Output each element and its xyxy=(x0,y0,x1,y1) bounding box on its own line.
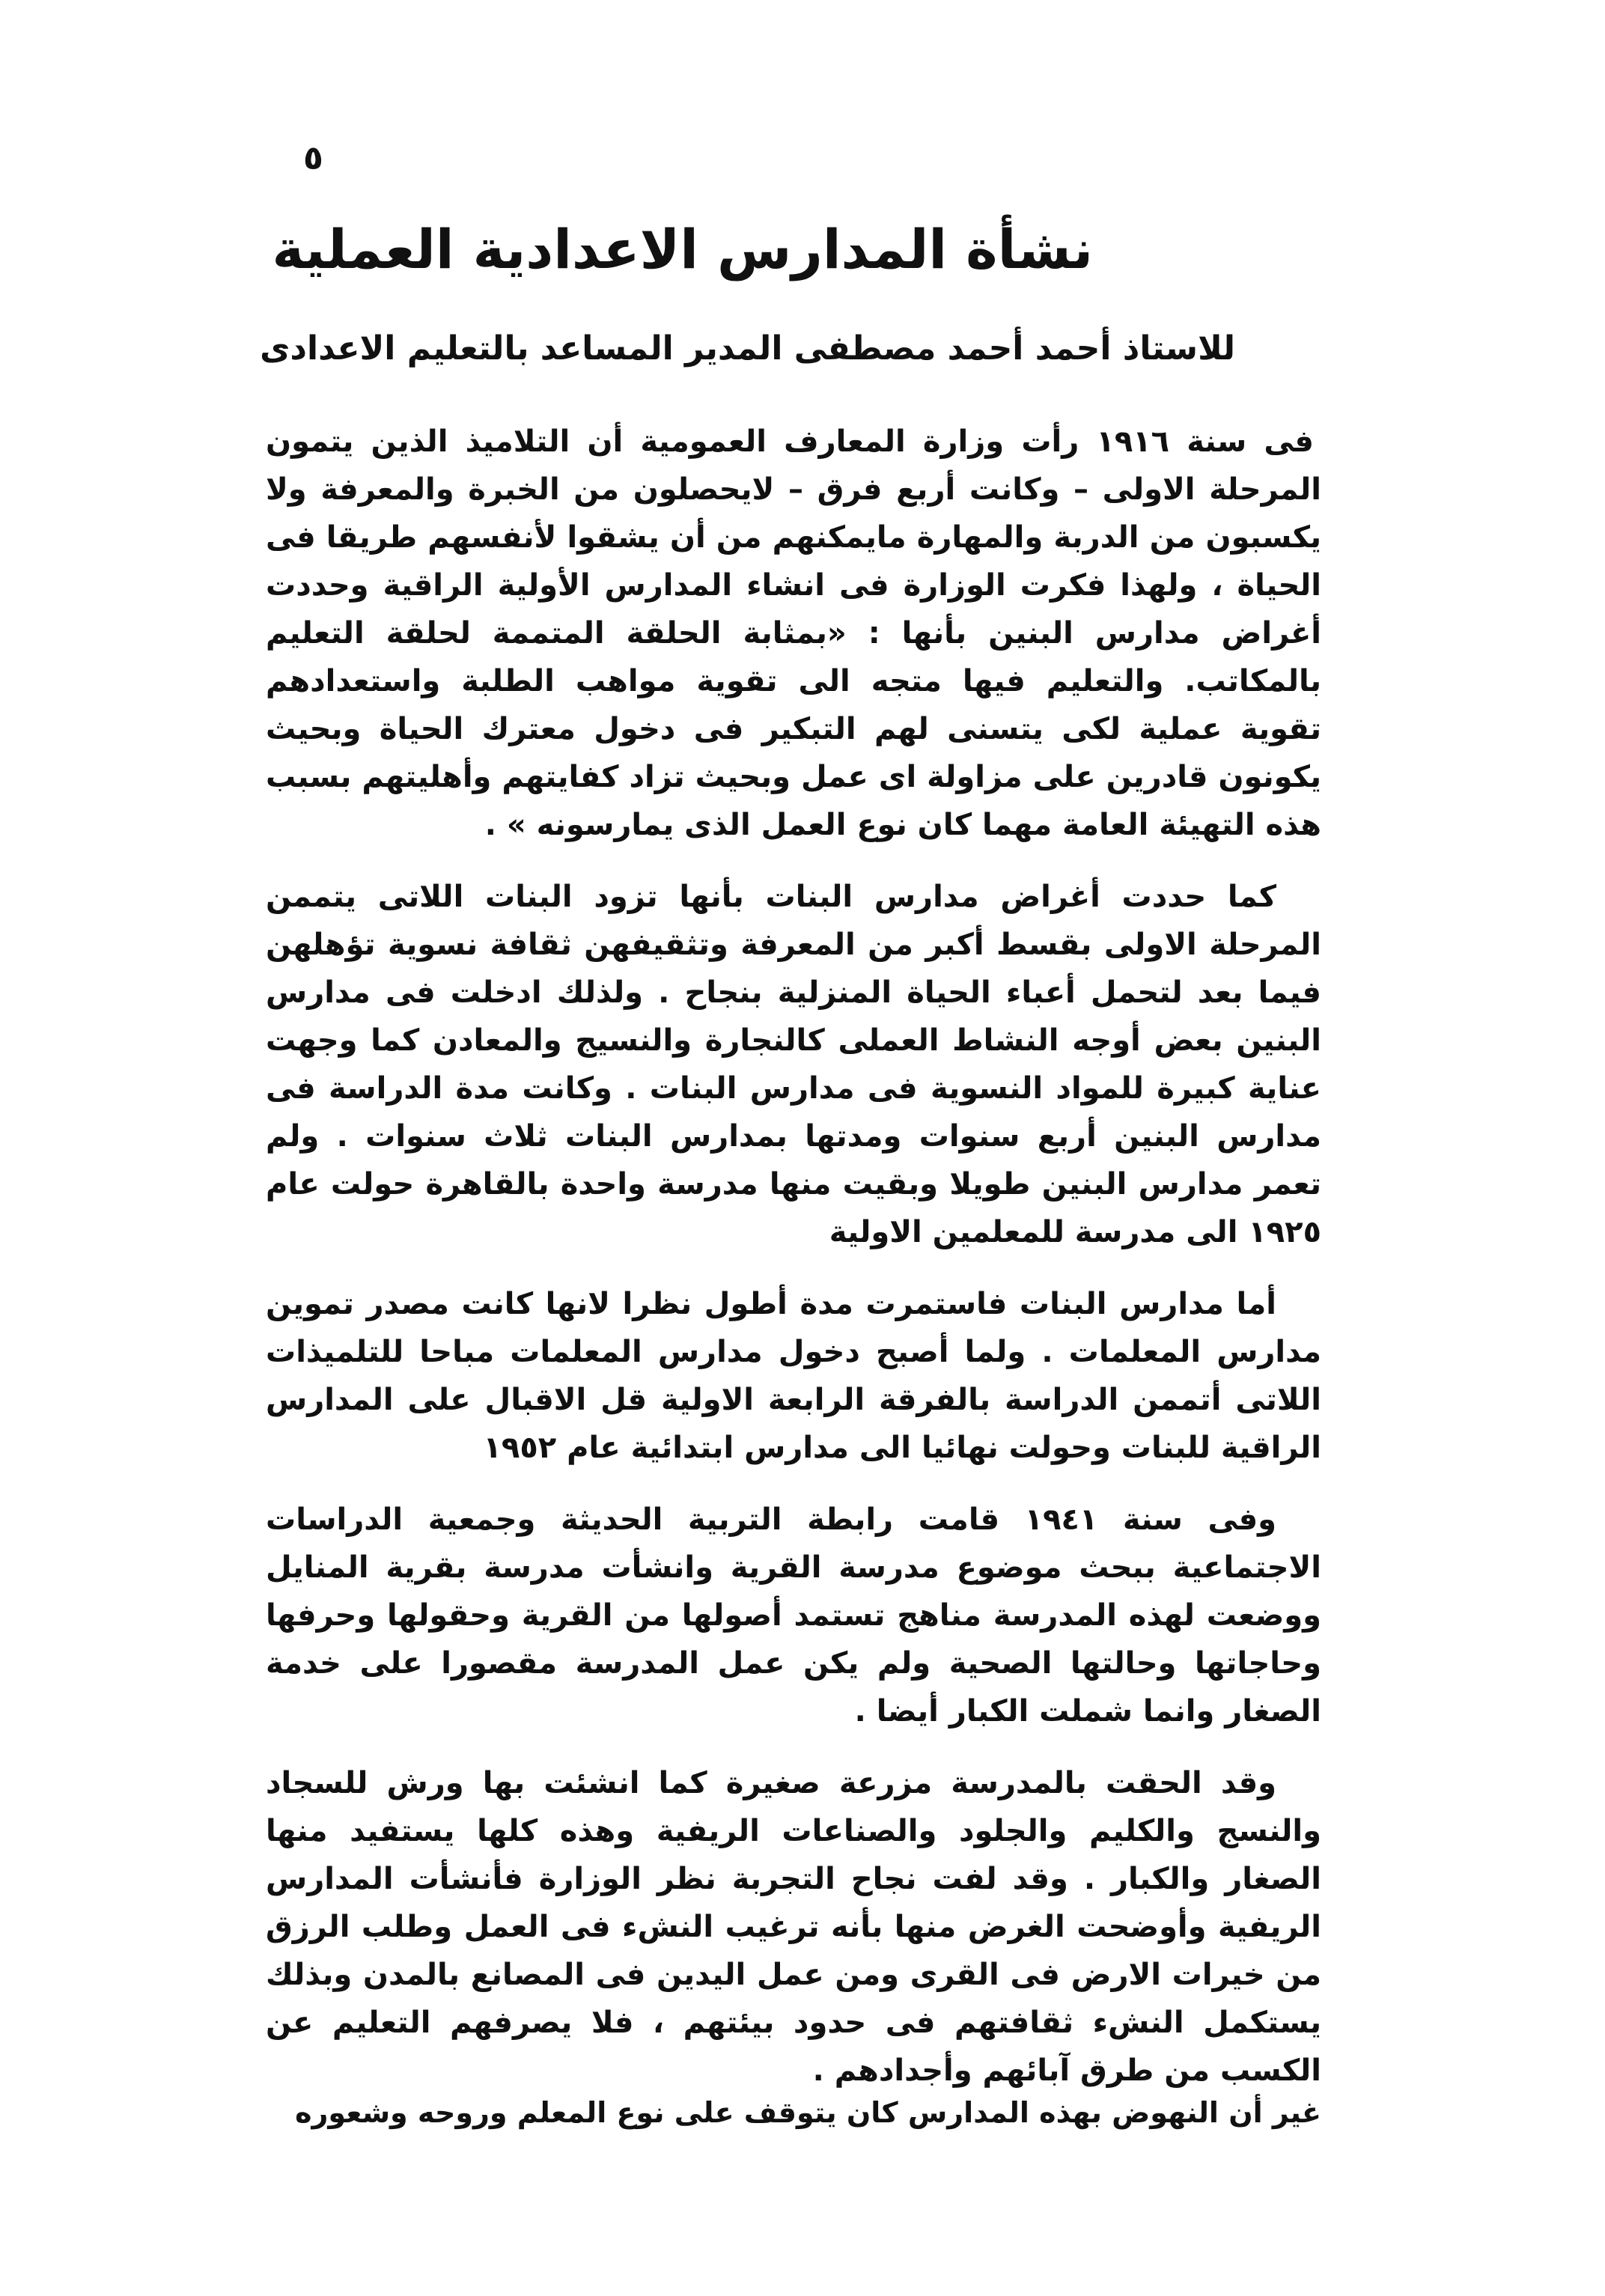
paragraph-2: كما حددت أغراض مدارس البنات بأنها تزود البنات اللاتى يتممن المرحلة الاولى بقسط أكبر من المعرفة وتثقيفهن ثقافة نسوية تؤهلهن فيما بعد لتحمل أعباء الحياة المنزلية بنجاح . ولذلك ادخلت فى مدارس البنين بعض أوجه النشاط العملى كالنجارة والنسيج والمعادن كما وجهت عناية كبيرة للمواد النسوية فى مدارس البنات . وكانت مدة الدراسة فى مدارس البنين أربع سنوات ومدتها بمدارس البنات ثلاث سنوات . ولم تعمر مدارس البنين طويلا وبقيت منها مدرسة واحدة بالقاهرة حولت عام ١٩٢٥ الى مدرسة للمعلمين الاولية xyxy=(266,880,1321,1249)
article-title: نشأة المدارس الاعدادية العملية xyxy=(272,218,1093,281)
author-line: للاستاذ أحمد أحمد مصطفى المدير المساعد بالتعليم الاعدادى xyxy=(260,329,1235,368)
paragraph-5: وقد الحقت بالمدرسة مزرعة صغيرة كما انشئت بها ورش للسجاد والنسج والكليم والجلود والصناعات الريفية وهذه كلها يستفيد منها الصغار والكبار . وقد لفت نجاح التجربة نظر الوزارة فأنشأت المدارس الريفية وأوضحت الغرض منها بأنه ترغيب النشء فى العمل وطلب الرزق من خيرات الارض فى القرى ومن عمل اليدين فى المصانع بالمدن وبذلك يستكمل النشء ثقافتهم فى حدود بيئتهم ، فلا يصرفهم التعليم عن الكسب من طرق آبائهم وأجدادهم . xyxy=(266,1766,1321,2088)
paragraph-3: أما مدارس البنات فاستمرت مدة أطول نظرا لانها كانت مصدر تموين مدارس المعلمات . ولما أصبح دخول مدارس المعلمات مباحا للتلميذات اللاتى أتممن الدراسة بالفرقة الرابعة الاولية قل الاقبال على المدارس الراقية للبنات وحولت نهائيا الى مدارس ابتدائية عام ١٩٥٢ xyxy=(266,1287,1321,1465)
continuation-line: غير أن النهوض بهذه المدارس كان يتوقف على نوع المعلم وروحه وشعوره xyxy=(295,2096,1321,2129)
page-number: ٥ xyxy=(303,139,323,177)
paragraph-1: فى سنة ١٩١٦ رأت وزارة المعارف العمومية أن التلاميذ الذين يتمون المرحلة الاولى – وكانت أربع فرق – لايحصلون من الخبرة والمعرفة ولا يكسبون من الدربة والمهارة مايمكنهم من أن يشقوا لأنفسهم طريقا فى الحياة ، ولهذا فكرت الوزارة فى انشاء المدارس الأولية الراقية وحددت أغراض مدارس البنين بأنها : «بمثابة الحلقة المتممة لحلقة التعليم بالمكاتب. والتعليم فيها متجه الى تقوية مواهب الطلبة واستعدادهم تقوية عملية لكى يتسنى لهم التبكير فى دخول معترك الحياة وبحيث يكونون قادرين على مزاولة اى عمل وبحيث تزاد كفايتهم وأهليتهم بسبب هذه التهيئة العامة مهما كان نوع العمل الذى يمارسونه » . xyxy=(266,424,1321,842)
article-body xyxy=(266,418,1321,2119)
paragraph-4: وفى سنة ١٩٤١ قامت رابطة التربية الحديثة وجمعية الدراسات الاجتماعية ببحث موضوع مدرسة القرية وانشأت مدرسة بقرية المنايل ووضعت لهذه المدرسة مناهج تستمد أصولها من القرية وحقولها وحرفها وحاجاتها وحالتها الصحية ولم يكن عمل المدرسة مقصورا على خدمة الصغار وانما شملت الكبار أيضا . xyxy=(266,1502,1321,1729)
